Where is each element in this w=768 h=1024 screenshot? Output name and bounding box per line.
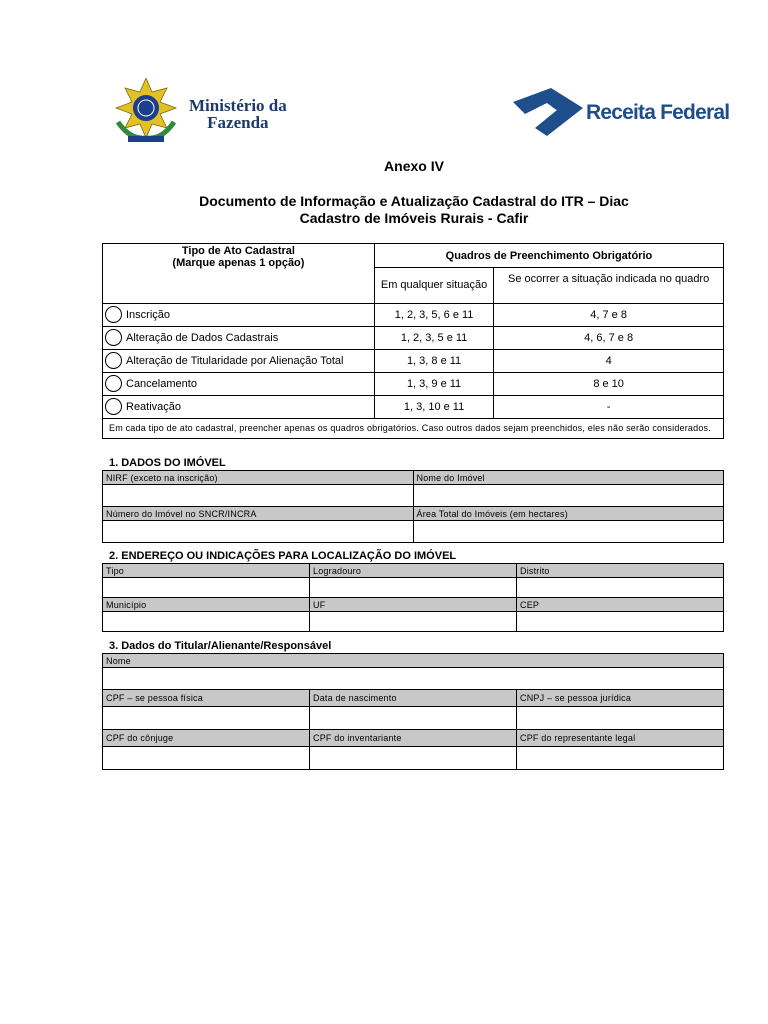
ministry-name <box>189 97 287 131</box>
tipo-field[interactable] <box>103 578 310 598</box>
cep-label: CEP <box>517 598 724 612</box>
nome-imovel-field[interactable] <box>413 485 724 507</box>
ato-option-inscricao[interactable] <box>103 304 375 327</box>
uf-field[interactable] <box>310 612 517 632</box>
radio-button[interactable] <box>105 375 122 392</box>
nome-label: Nome <box>103 654 724 668</box>
ato-label: Cancelamento <box>126 378 197 390</box>
table-row <box>103 304 724 327</box>
cnpj-field[interactable] <box>517 707 724 730</box>
any-situation-header: Em qualquer situação <box>374 268 493 304</box>
radio-button[interactable] <box>105 329 122 346</box>
ministry-line2: Fazenda <box>207 113 269 132</box>
nome-imovel-label: Nome do Imóvel <box>413 471 724 485</box>
brasao-coat-of-arms-icon <box>110 78 182 149</box>
table-row <box>103 396 724 419</box>
conditional-cell: - <box>494 396 724 419</box>
document-title: Documento de Informação e Atualização Cadastral do ITR – Diac <box>199 193 629 209</box>
cpf-label: CPF – se pessoa física <box>103 690 310 707</box>
conditional-cell: 4, 6, 7 e 8 <box>494 327 724 350</box>
agency-name: Receita Federal <box>586 101 730 124</box>
ato-option-alteracao-titularidade[interactable] <box>103 350 375 373</box>
any-situation-cell: 1, 3, 9 e 11 <box>374 373 493 396</box>
ato-label: Reativação <box>126 401 182 413</box>
radio-button[interactable] <box>105 398 122 415</box>
annex-title: Anexo IV <box>384 158 444 174</box>
municipio-field[interactable] <box>103 612 310 632</box>
cpf-field[interactable] <box>103 707 310 730</box>
cpf-inventariante-label: CPF do inventariante <box>310 730 517 747</box>
ato-option-cancelamento[interactable] <box>103 373 375 396</box>
section2-table <box>102 563 724 632</box>
tipo-ato-header-line2: (Marque apenas 1 opção) <box>172 257 305 269</box>
section1-title: 1. DADOS DO IMÓVEL <box>109 457 226 469</box>
ministry-line1: Ministério da <box>189 96 287 115</box>
uf-label: UF <box>310 598 517 612</box>
logradouro-field[interactable] <box>310 578 517 598</box>
conditional-cell: 4 <box>494 350 724 373</box>
table-row <box>103 350 724 373</box>
section3-table <box>102 653 724 770</box>
cep-field[interactable] <box>517 612 724 632</box>
numero-sncr-field[interactable] <box>103 521 414 543</box>
ato-label: Inscrição <box>126 309 171 321</box>
tipo-ato-header <box>103 244 375 304</box>
data-nascimento-field[interactable] <box>310 707 517 730</box>
area-total-field[interactable] <box>413 521 724 543</box>
nirf-label: NIRF (exceto na inscrição) <box>103 471 414 485</box>
any-situation-cell: 1, 2, 3, 5 e 11 <box>374 327 493 350</box>
municipio-label: Município <box>103 598 310 612</box>
section2-title: 2. ENDEREÇO OU INDICAÇÕES PARA LOCALIZAÇÃO DO IMÓVEL <box>109 550 457 562</box>
cnpj-label: CNPJ – se pessoa jurídica <box>517 690 724 707</box>
document-subtitle: Cadastro de Imóveis Rurais - Cafir <box>299 210 529 226</box>
conditional-cell: 8 e 10 <box>494 373 724 396</box>
tipo-ato-header-line1: Tipo de Ato Cadastral <box>181 245 295 257</box>
ato-option-reativacao[interactable] <box>103 396 375 419</box>
area-total-label: Área Total do Imóveis (em hectares) <box>413 507 724 521</box>
tipo-label: Tipo <box>103 564 310 578</box>
logradouro-label: Logradouro <box>310 564 517 578</box>
cpf-conjuge-field[interactable] <box>103 747 310 770</box>
section3-title: 3. Dados do Titular/Alienante/Responsável <box>109 640 332 652</box>
ato-option-alteracao-dados[interactable] <box>103 327 375 350</box>
any-situation-cell: 1, 3, 8 e 11 <box>374 350 493 373</box>
ato-label: Alteração de Titularidade por Alienação Total <box>126 355 344 367</box>
cpf-representante-label: CPF do representante legal <box>517 730 724 747</box>
data-nascimento-label: Data de nascimento <box>310 690 517 707</box>
cpf-inventariante-field[interactable] <box>310 747 517 770</box>
table-row <box>103 373 724 396</box>
radio-button[interactable] <box>105 352 122 369</box>
ato-cadastral-table <box>102 243 724 439</box>
cpf-representante-field[interactable] <box>517 747 724 770</box>
quadros-header: Quadros de Preenchimento Obrigatório <box>374 244 723 268</box>
radio-button[interactable] <box>105 306 122 323</box>
ato-label: Alteração de Dados Cadastrais <box>126 332 279 344</box>
numero-sncr-label: Número do Imóvel no SNCR/INCRA <box>103 507 414 521</box>
distrito-label: Distrito <box>517 564 724 578</box>
nome-field[interactable] <box>103 668 724 690</box>
receita-federal-logo-icon <box>511 88 585 143</box>
conditional-header: Se ocorrer a situação indicada no quadro <box>494 268 724 304</box>
section1-table <box>102 470 724 543</box>
instruction-note: Em cada tipo de ato cadastral, preencher apenas os quadros obrigatórios. Caso outros dados sejam preenchidos, eles não serão considerados. <box>103 419 724 439</box>
nirf-field[interactable] <box>103 485 414 507</box>
distrito-field[interactable] <box>517 578 724 598</box>
any-situation-cell: 1, 3, 10 e 11 <box>374 396 493 419</box>
conditional-cell: 4, 7 e 8 <box>494 304 724 327</box>
table-row <box>103 327 724 350</box>
cpf-conjuge-label: CPF do cônjuge <box>103 730 310 747</box>
any-situation-cell: 1, 2, 3, 5, 6 e 11 <box>374 304 493 327</box>
